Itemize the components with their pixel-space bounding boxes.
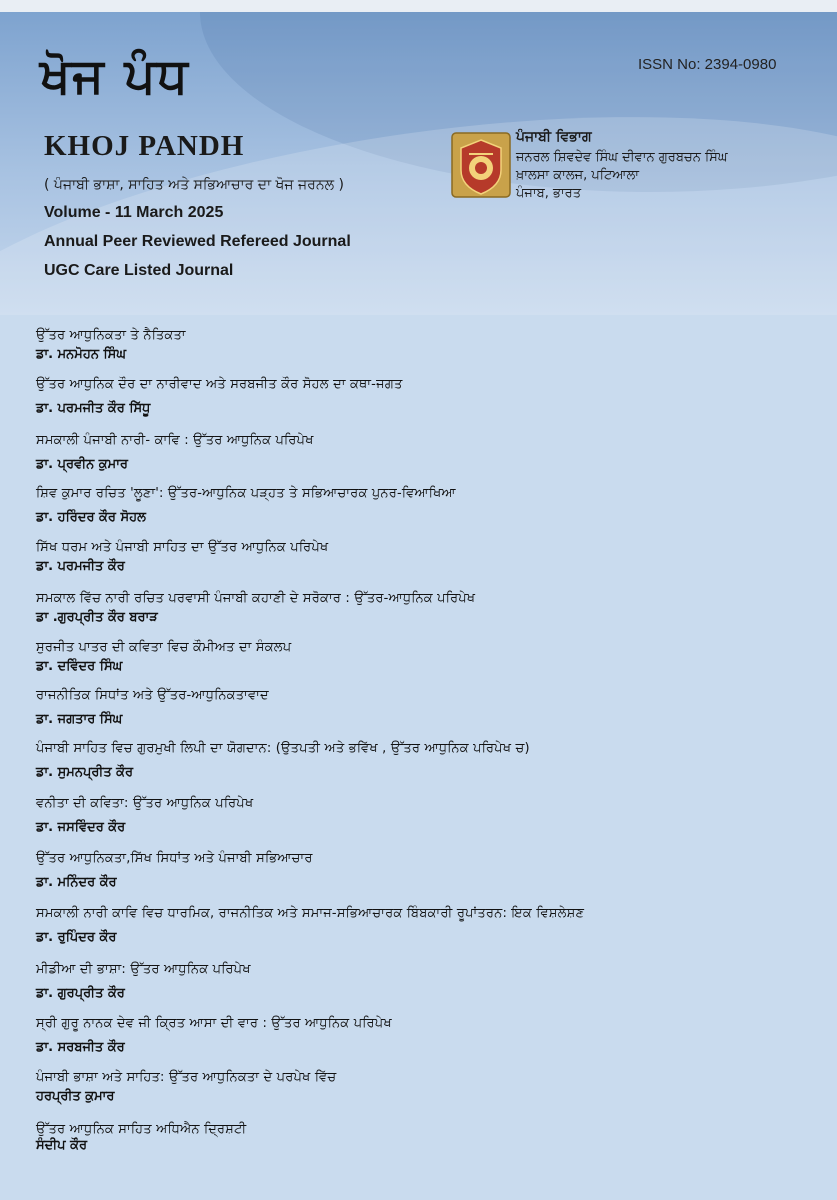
toc-entry [36, 851, 816, 890]
toc-author: ਡਾ. ਪਰਮਜੀਤ ਕੌਰ ਸਿੱਧੂ [36, 401, 151, 416]
toc-author: ਡਾ. ਦਵਿੰਦਰ ਸਿੰਘ [36, 659, 123, 674]
toc-entry [36, 591, 816, 625]
toc-author: ਡਾ. ਮਨਿੰਦਰ ਕੌਰ [36, 875, 117, 890]
toc-author: ਡਾ. ਪਰਮਜੀਤ ਕੌਰ [36, 559, 125, 574]
toc-entry [36, 906, 816, 945]
toc-entry [36, 688, 816, 727]
toc-title: ਉੱਤਰ ਆਧੁਨਿਕਤਾ,ਸਿੱਖ ਸਿਧਾਂਤ ਅਤੇ ਪੰਜਾਬੀ ਸਭਿਆਚਾਰ [36, 851, 313, 866]
toc-title: ਸਮਕਾਲੀ ਪੰਜਾਬੀ ਨਾਰੀ- ਕਾਵਿ : ਉੱਤਰ ਆਧੁਨਿਕ ਪਰਿਪੇਖ [36, 433, 314, 448]
toc-author: ਡਾ. ਜਸਵਿੰਦਰ ਕੌਰ [36, 820, 126, 835]
college-name-line1: ਜਨਰਲ ਸ਼ਿਵਦੇਵ ਸਿੰਘ ਦੀਵਾਨ ਗੁਰਬਚਨ ਸਿੰਘ [516, 150, 728, 165]
toc-author: ਡਾ. ਹਰਿੰਦਰ ਕੌਰ ਸੋਹਲ [36, 510, 146, 525]
toc-author: ਡਾ .ਗੁਰਪ੍ਰੀਤ ਕੌਰ ਬਰਾੜ [36, 610, 158, 625]
toc-title: ਸ੍ਰੀ ਗੁਰੂ ਨਾਨਕ ਦੇਵ ਜੀ ਕ੍ਰਿਤ ਆਸਾ ਦੀ ਵਾਰ : ਉੱਤਰ ਆਧੁਨਿਕ ਪਰਿਪੇਖ [36, 1016, 392, 1031]
journal-title-latin: KHOJ PANDH [44, 130, 245, 162]
cover-header [0, 12, 837, 315]
college-location: ਪੰਜਾਬ, ਭਾਰਤ [516, 186, 582, 201]
volume-line: Volume - 11 March 2025 [44, 204, 224, 221]
toc-entry [36, 1016, 816, 1055]
ugc-line: UGC Care Listed Journal [44, 262, 234, 279]
toc-title: ਸੁਰਜੀਤ ਪਾਤਰ ਦੀ ਕਵਿਤਾ ਵਿਚ ਕੌਮੀਅਤ ਦਾ ਸੰਕਲਪ [36, 640, 292, 655]
issn-number: ISSN No: 2394-0980 [638, 56, 777, 73]
college-name-line2: ਖ਼ਾਲਸਾ ਕਾਲਜ, ਪਟਿਆਲਾ [516, 168, 639, 183]
toc-entry [36, 433, 816, 472]
toc-title: ਸ਼ਿਵ ਕੁਮਾਰ ਰਚਿਤ 'ਲੂਣਾ': ਉੱਤਰ-ਆਧੁਨਿਕ ਪੜ੍ਹਤ ਤੇ ਸਭਿਆਚਾਰਕ ਪੁਨਰ-ਵਿਆਖਿਆ [36, 486, 456, 501]
toc-title: ਰਾਜਨੀਤਿਕ ਸਿਧਾਂਤ ਅਤੇ ਉੱਤਰ-ਆਧੁਨਿਕਤਾਵਾਦ [36, 688, 269, 703]
toc-title: ਉੱਤਰ ਆਧੁਨਿਕ ਦੌਰ ਦਾ ਨਾਰੀਵਾਦ ਅਤੇ ਸਰਬਜੀਤ ਕੌਰ ਸੋਹਲ ਦਾ ਕਥਾ-ਜਗਤ [36, 377, 403, 392]
toc-entry [36, 486, 816, 525]
toc-title: ਪੰਜਾਬੀ ਸਾਹਿਤ ਵਿਚ ਗੁਰਮੁਖੀ ਲਿਪੀ ਦਾ ਯੋਗਦਾਨ: (ਉਤਪਤੀ ਅਤੇ ਭਵਿੱਖ , ਉੱਤਰ ਆਧੁਨਿਕ ਪਰਿਪੇਖ ਚ) [36, 741, 530, 756]
toc-author: ਸੰਦੀਪ ਕੌਰ [36, 1138, 88, 1153]
toc-title: ਸਮਕਾਲ ਵਿੱਚ ਨਾਰੀ ਰਚਿਤ ਪਰਵਾਸੀ ਪੰਜਾਬੀ ਕਹਾਣੀ ਦੇ ਸਰੋਕਾਰ : ਉੱਤਰ-ਆਧੁਨਿਕ ਪਰਿਪੇਖ [36, 591, 476, 606]
college-logo [451, 132, 511, 198]
toc-title: ਉੱਤਰ ਆਧੁਨਿਕ ਸਾਹਿਤ ਅਧਿਐਨ ਦ੍ਰਿਸ਼ਟੀ [36, 1122, 247, 1137]
department-name: ਪੰਜਾਬੀ ਵਿਭਾਗ [516, 129, 592, 145]
journal-subtitle: ( ਪੰਜਾਬੀ ਭਾਸ਼ਾ, ਸਾਹਿਤ ਅਤੇ ਸਭਿਆਚਾਰ ਦਾ ਖੋਜ ਜਰਨਲ ) [44, 177, 344, 193]
toc-title: ਪੰਜਾਬੀ ਭਾਸ਼ਾ ਅਤੇ ਸਾਹਿਤ: ਉੱਤਰ ਆਧੁਨਿਕਤਾ ਦੇ ਪਰਪੇਖ ਵਿੱਚ [36, 1070, 337, 1085]
toc-title: ਸਿੱਖ ਧਰਮ ਅਤੇ ਪੰਜਾਬੀ ਸਾਹਿਤ ਦਾ ਉੱਤਰ ਆਧੁਨਿਕ ਪਰਿਪੇਖ [36, 540, 329, 555]
toc-author: ਡਾ. ਸਰਬਜੀਤ ਕੌਰ [36, 1040, 125, 1055]
toc-entry [36, 741, 816, 780]
toc-entry [36, 328, 816, 362]
toc-entry [36, 540, 816, 574]
peer-review-line: Annual Peer Reviewed Refereed Journal [44, 233, 351, 250]
toc-author: ਡਾ. ਜਗਤਾਰ ਸਿੰਘ [36, 712, 123, 727]
toc-author: ਡਾ. ਰੁਪਿੰਦਰ ਕੌਰ [36, 930, 117, 945]
toc-author: ਹਰਪ੍ਰੀਤ ਕੁਮਾਰ [36, 1089, 115, 1104]
toc-entry [36, 796, 816, 835]
toc-title: ਸਮਕਾਲੀ ਨਾਰੀ ਕਾਵਿ ਵਿਚ ਧਾਰਮਿਕ, ਰਾਜਨੀਤਿਕ ਅਤੇ ਸਮਾਜ-ਸਭਿਆਚਾਰਕ ਬਿੰਬਕਾਰੀ ਰੂਪਾਂਤਰਨ: ਇਕ ਵਿਸ਼ਲੇਸ਼ਣ [36, 906, 585, 921]
toc-author: ਡਾ. ਗੁਰਪ੍ਰੀਤ ਕੌਰ [36, 986, 125, 1001]
toc-author: ਡਾ. ਪ੍ਰਵੀਨ ਕੁਮਾਰ [36, 457, 128, 472]
toc-entry [36, 962, 816, 1001]
toc-author: ਡਾ. ਮਨਮੋਹਨ ਸਿੰਘ [36, 347, 127, 362]
toc-title: ਮੀਡੀਆ ਦੀ ਭਾਸ਼ਾ: ਉੱਤਰ ਆਧੁਨਿਕ ਪਰਿਪੇਖ [36, 962, 251, 977]
toc-entry [36, 1122, 816, 1153]
toc-title: ਉੱਤਰ ਆਧੁਨਿਕਤਾ ਤੇ ਨੈਤਿਕਤਾ [36, 328, 186, 343]
journal-title-gurmukhi: ਖੋਜ ਪੰਧ [40, 48, 190, 104]
toc-author: ਡਾ. ਸੁਮਨਪ੍ਰੀਤ ਕੌਰ [36, 765, 134, 780]
page-top-edge [0, 0, 837, 12]
toc-entry [36, 377, 816, 416]
toc-title: ਵਨੀਤਾ ਦੀ ਕਵਿਤਾ: ਉੱਤਰ ਆਧੁਨਿਕ ਪਰਿਪੇਖ [36, 796, 254, 811]
toc-entry [36, 1070, 816, 1104]
toc-entry [36, 640, 816, 674]
